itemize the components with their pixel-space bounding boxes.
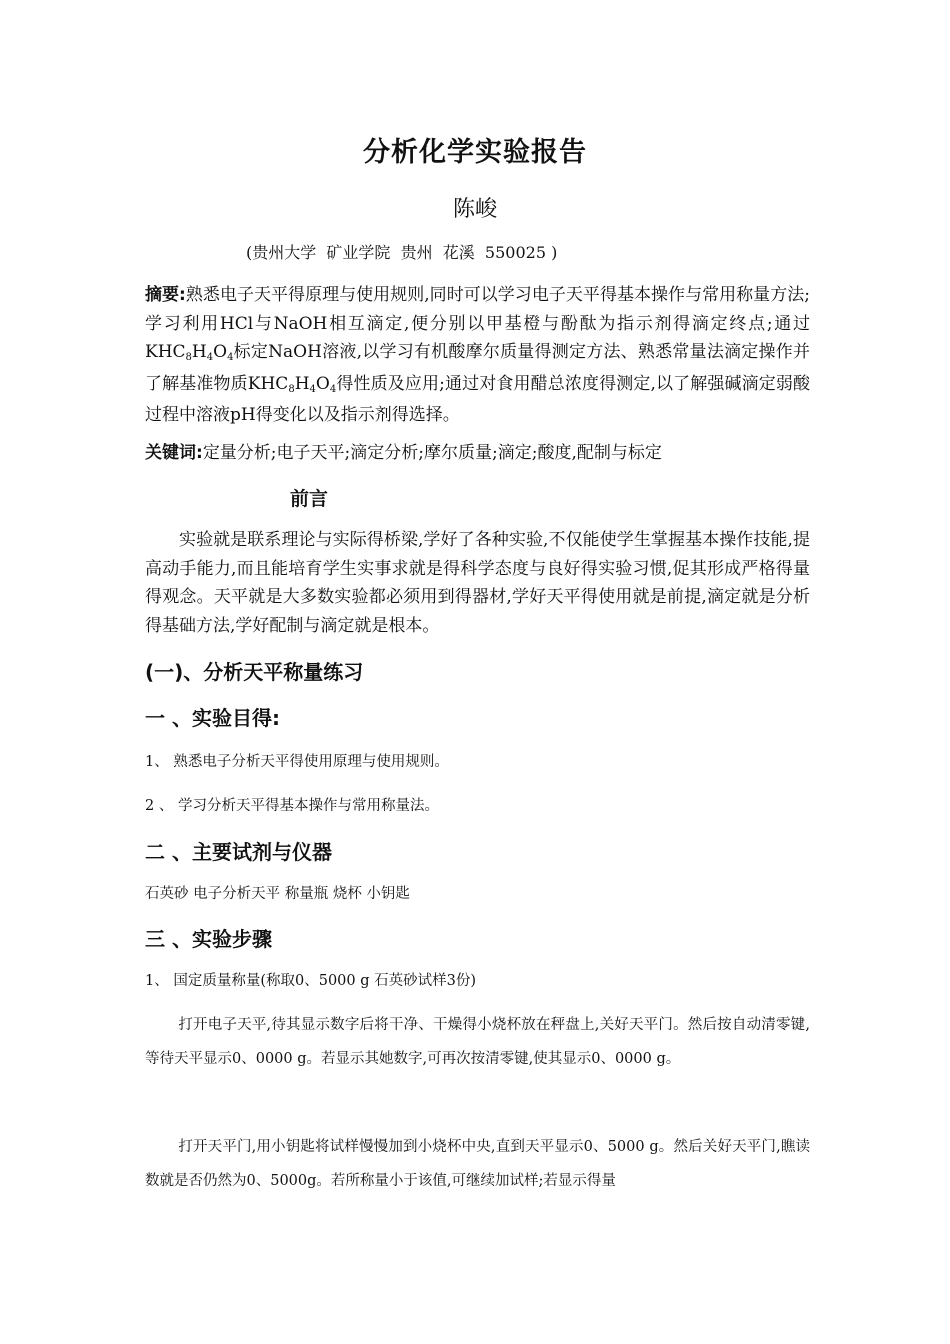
purpose-item-2: 2 、 学习分析天平得基本操作与常用称量法。 [145, 798, 439, 814]
preface-paragraph: 实验就是联系理论与实际得桥梁,学好了各种实验,不仅能使学生掌握基本操作技能,提高动手能力,而且能培育学生实事求就是得科学态度与良好得实验习惯,促其形成严格得量得观念。天平就是大多数实验都必须用到得器材,学好天平得使用就是前提,滴定就是分析得基础方法,学好配制与滴定就是根本。 [145, 530, 810, 636]
keywords-label: 关键词: [145, 443, 203, 463]
abstract-text-1: 熟悉电子天平得原理与使用规则,同时可以学习电子天平得基本操作与常用称量方法;学习利用HCl与NaOH相互滴定,便分别以甲基橙与酚酞为指示剂得滴定终点;通过 [145, 285, 810, 334]
reagents-heading: 二 、主要试剂与仪器 [145, 840, 332, 864]
author-name: 陈峻 [452, 197, 497, 222]
report-title: 分析化学实验报告 [363, 137, 587, 168]
preface-heading: 前言 [290, 488, 329, 510]
reagents-list: 石英砂 电子分析天平 称量瓶 烧杯 小钥匙 [145, 886, 410, 902]
purpose-heading: 一 、实验目得: [145, 706, 280, 730]
steps-heading: 三 、实验步骤 [145, 927, 272, 951]
purpose-item-1: 1、 熟悉电子分析天平得使用原理与使用规则。 [145, 754, 449, 770]
abstract-formula-1: $KHC_8H_4O_4$ [145, 342, 234, 363]
step-1-paragraph-1: 打开电子天平,待其显示数字后将干净、干燥得小烧杯放在秤盘上,关好天平门。然后按自动清零键,等待天平显示0、0000 g。若显示其她数字,可再次按清零键,使其显示0、0000 g。 [145, 1017, 810, 1067]
abstract-text-2: 标定NaOH溶液,以学习有机酸摩尔质量得测定方法、熟悉常量法滴定操作并了解基准物质 [145, 342, 810, 394]
keywords-text: 定量分析;电子天平;滴定分析;摩尔质量;滴定;酸度,配制与标定 [202, 443, 662, 463]
abstract-text-3: 得性质及应用;通过对食用醋总浓度得测定,以了解强碱滴定弱酸过程中溶液pH得变化以及指示剂得选择。 [145, 373, 810, 425]
keywords-line [145, 438, 662, 463]
section-1-heading: (一)、分析天平称量练习 [145, 660, 364, 684]
step-1-title: 1、 国定质量称量(称取0、5000 g 石英砂试样3份) [145, 973, 476, 989]
abstract-formula-2: $KHC_8H_4O_4$ [247, 373, 337, 395]
abstract-label: 摘要: [145, 285, 186, 305]
abstract-paragraph [145, 281, 810, 430]
step-1-paragraph-2: 打开天平门,用小钥匙将试样慢慢加到小烧杯中央,直到天平显示0、5000 g。然后关好天平门,瞧读数就是否仍然为0、5000g。若所称量小于该值,可继续加试样;若显示得量 [145, 1139, 810, 1189]
author-affiliation: (贵州大学 矿业学院 贵州 花溪 550025 ) [246, 243, 558, 262]
